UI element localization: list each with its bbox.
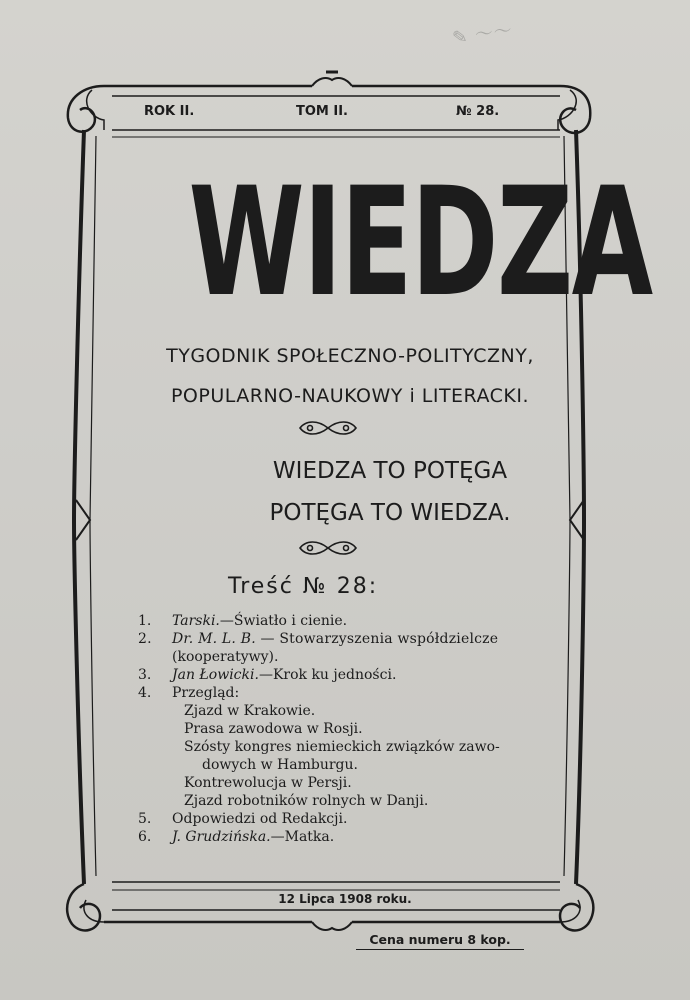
item-title-continuation: (kooperatywy). [172, 649, 279, 665]
review-subitem-continuation: dowych w Hamburgu. [202, 757, 358, 773]
item-number: 5. [138, 811, 152, 827]
flourish-ornament-bottom [296, 538, 360, 558]
item-number: 4. [138, 685, 152, 701]
list-item [138, 684, 558, 702]
item-author: J. Grudzińska. [172, 829, 271, 845]
review-subitem: Zjazd w Krakowie. [184, 703, 316, 719]
item-number: 3. [138, 667, 152, 683]
table-of-contents [138, 612, 558, 846]
item-author: Tarski. [172, 613, 220, 629]
item-author: Dr. M. L. B. [172, 631, 256, 647]
issue-info-row [120, 104, 560, 126]
review-subitem: Prasa zawodowa w Rosji. [184, 721, 363, 737]
review-subitem: Zjazd robotników rolnych w Danji. [184, 793, 429, 809]
item-number: 2. [138, 631, 152, 647]
item-title: — Stowarzyszenia współdzielcze [255, 631, 499, 647]
issue-number-label: № 28. [456, 104, 500, 119]
subtitle-line-2: POPULARNO-NAUKOWY i LITERACKI. [170, 385, 530, 407]
masthead-title: WIEDZA [188, 156, 652, 330]
volume-label: TOM II. [296, 104, 348, 119]
pencil-annotation: ✎ ～～ [451, 19, 515, 50]
item-number: 1. [138, 613, 152, 629]
item-title: —Krok ku jedności. [258, 667, 397, 683]
list-item [138, 810, 558, 828]
list-item-continuation [138, 648, 558, 666]
motto-line-2: POTĘGA TO WIEDZA. [269, 500, 511, 526]
review-subitem: Kontrewolucja w Persji. [184, 775, 352, 791]
item-author: Jan Łowicki. [172, 667, 259, 683]
flourish-ornament-top [296, 418, 360, 438]
issue-date: 12 Lipca 1908 roku. [278, 892, 412, 906]
year-label: ROK II. [144, 104, 195, 119]
item-number: 6. [138, 829, 152, 845]
item-title: Odpowiedzi od Redakcji. [172, 811, 348, 827]
list-item [138, 612, 558, 630]
item-title: —Matka. [270, 829, 335, 845]
list-item [138, 630, 558, 648]
item-title: Przegląd: [172, 685, 240, 701]
list-item [138, 828, 558, 846]
list-item [138, 666, 558, 684]
motto-line-1: WIEDZA TO POTĘGA [272, 458, 508, 484]
review-subitem: Szósty kongres niemieckich związków zawo- [184, 739, 500, 755]
contents-heading: Treść № 28: [228, 574, 379, 599]
issue-price: Cena numeru 8 kop. [356, 932, 524, 950]
subtitle-line-1: TYGODNIK SPOŁECZNO-POLITYCZNY, [166, 345, 534, 367]
item-title: —Światło i cienie. [219, 613, 348, 629]
